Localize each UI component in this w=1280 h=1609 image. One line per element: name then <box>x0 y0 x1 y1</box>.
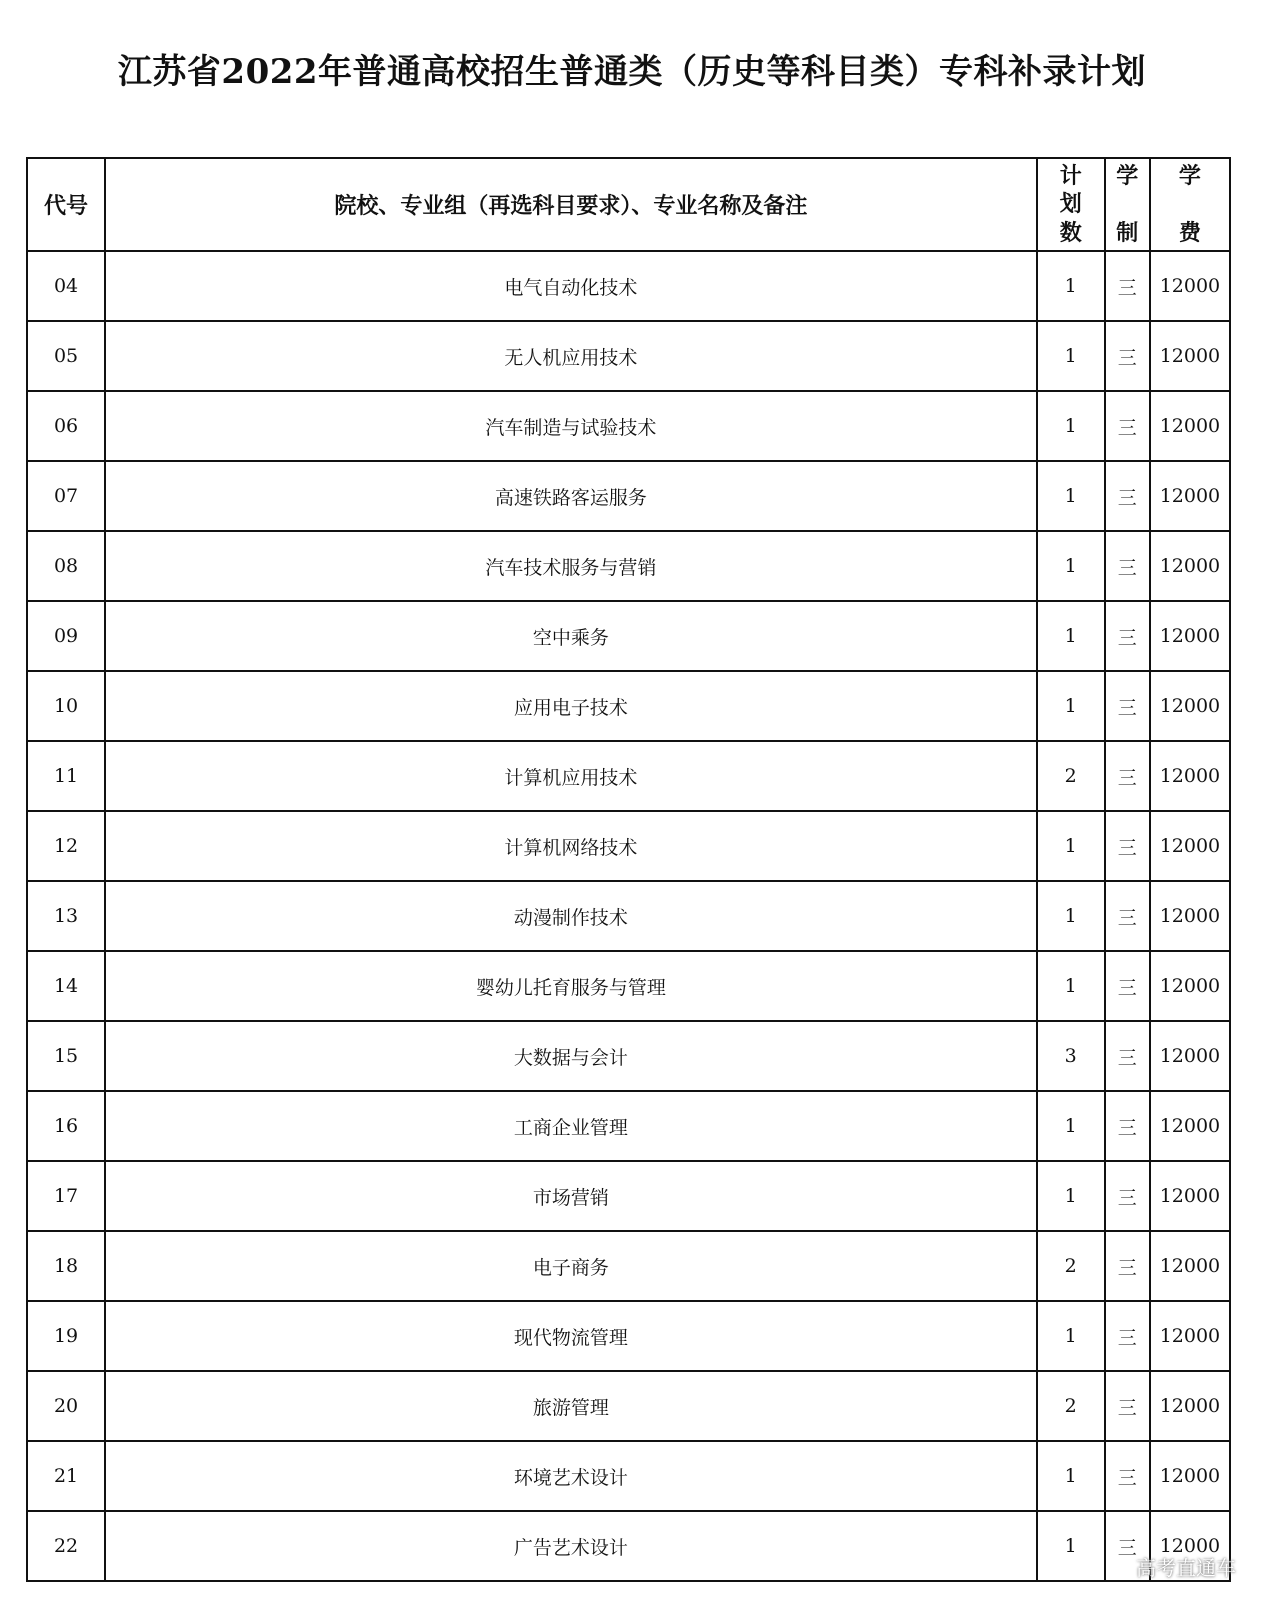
cell-name: 汽车技术服务与营销 <box>105 531 1037 601</box>
table-row <box>27 1161 1230 1231</box>
cell-plan: 1 <box>1037 321 1105 391</box>
cell-plan: 2 <box>1037 741 1105 811</box>
table-row <box>27 391 1230 461</box>
cell-years: 三 <box>1105 251 1150 321</box>
table-row <box>27 1301 1230 1371</box>
cell-plan: 1 <box>1037 881 1105 951</box>
cell-plan: 1 <box>1037 1161 1105 1231</box>
header-plan-char: 划 <box>1059 191 1082 218</box>
cell-years: 三 <box>1105 1371 1150 1441</box>
cell-name: 动漫制作技术 <box>105 881 1037 951</box>
cell-plan: 1 <box>1037 391 1105 461</box>
cell-name: 婴幼儿托育服务与管理 <box>105 951 1037 1021</box>
table-row <box>27 601 1230 671</box>
table-row <box>27 1371 1230 1441</box>
cell-years: 三 <box>1105 1301 1150 1371</box>
cell-code: 22 <box>27 1511 105 1581</box>
cell-code: 05 <box>27 321 105 391</box>
cell-fee: 12000 <box>1150 811 1230 881</box>
header-name: 院校、专业组（再选科目要求）、专业名称及备注 <box>105 158 1037 251</box>
cell-code: 09 <box>27 601 105 671</box>
cell-fee: 12000 <box>1150 951 1230 1021</box>
table-row <box>27 251 1230 321</box>
cell-years: 三 <box>1105 1441 1150 1511</box>
cell-plan: 1 <box>1037 1441 1105 1511</box>
cell-code: 07 <box>27 461 105 531</box>
cell-fee: 12000 <box>1150 391 1230 461</box>
cell-plan: 1 <box>1037 601 1105 671</box>
header-fee-char: 费 <box>1178 220 1201 247</box>
cell-years: 三 <box>1105 671 1150 741</box>
admission-plan-table <box>26 157 1231 1582</box>
cell-years: 三 <box>1105 741 1150 811</box>
cell-code: 18 <box>27 1231 105 1301</box>
table-row <box>27 321 1230 391</box>
cell-plan: 3 <box>1037 1021 1105 1091</box>
header-years-char: 学 <box>1116 162 1139 189</box>
cell-fee: 12000 <box>1150 1441 1230 1511</box>
cell-years: 三 <box>1105 601 1150 671</box>
header-code: 代号 <box>27 158 105 251</box>
cell-fee: 12000 <box>1150 671 1230 741</box>
cell-fee: 12000 <box>1150 601 1230 671</box>
table-row <box>27 741 1230 811</box>
cell-name: 计算机网络技术 <box>105 811 1037 881</box>
cell-years: 三 <box>1105 811 1150 881</box>
cell-name: 电子商务 <box>105 1231 1037 1301</box>
cell-code: 16 <box>27 1091 105 1161</box>
cell-fee: 12000 <box>1150 1301 1230 1371</box>
header-fee <box>1150 158 1230 251</box>
cell-plan: 2 <box>1037 1231 1105 1301</box>
cell-code: 04 <box>27 251 105 321</box>
cell-plan: 1 <box>1037 531 1105 601</box>
cell-code: 12 <box>27 811 105 881</box>
table-row <box>27 1021 1230 1091</box>
table-row <box>27 951 1230 1021</box>
cell-plan: 1 <box>1037 461 1105 531</box>
cell-code: 17 <box>27 1161 105 1231</box>
cell-code: 13 <box>27 881 105 951</box>
cell-code: 08 <box>27 531 105 601</box>
cell-fee: 12000 <box>1150 1091 1230 1161</box>
watermark-text: 高考直通车 <box>1136 1556 1236 1580</box>
cell-code: 06 <box>27 391 105 461</box>
cell-fee: 12000 <box>1150 321 1230 391</box>
cell-plan: 2 <box>1037 1371 1105 1441</box>
cell-fee: 12000 <box>1150 251 1230 321</box>
cell-name: 计算机应用技术 <box>105 741 1037 811</box>
cell-code: 11 <box>27 741 105 811</box>
cell-name: 无人机应用技术 <box>105 321 1037 391</box>
header-years <box>1105 158 1150 251</box>
cell-fee: 12000 <box>1150 461 1230 531</box>
cell-fee: 12000 <box>1150 1021 1230 1091</box>
cell-plan: 1 <box>1037 951 1105 1021</box>
table-row <box>27 1511 1230 1581</box>
header-fee-char: 学 <box>1178 162 1201 189</box>
cell-code: 15 <box>27 1021 105 1091</box>
cell-name: 电气自动化技术 <box>105 251 1037 321</box>
cell-name: 大数据与会计 <box>105 1021 1037 1091</box>
cell-fee: 12000 <box>1150 1161 1230 1231</box>
cell-years: 三 <box>1105 321 1150 391</box>
cell-code: 20 <box>27 1371 105 1441</box>
table-body <box>27 251 1230 1581</box>
cell-plan: 1 <box>1037 811 1105 881</box>
cell-name: 应用电子技术 <box>105 671 1037 741</box>
cell-name: 汽车制造与试验技术 <box>105 391 1037 461</box>
header-plan-char: 数 <box>1059 220 1082 247</box>
cell-name: 环境艺术设计 <box>105 1441 1037 1511</box>
cell-years: 三 <box>1105 1161 1150 1231</box>
cell-fee: 12000 <box>1150 1371 1230 1441</box>
cell-plan: 1 <box>1037 1301 1105 1371</box>
cell-years: 三 <box>1105 391 1150 461</box>
cell-years: 三 <box>1105 1091 1150 1161</box>
header-years-char: 制 <box>1116 220 1139 247</box>
table-row <box>27 881 1230 951</box>
cell-code: 19 <box>27 1301 105 1371</box>
cell-fee: 12000 <box>1150 881 1230 951</box>
table-row <box>27 811 1230 881</box>
cell-years: 三 <box>1105 531 1150 601</box>
page-title: 江苏省2022年普通高校招生普通类（历史等科目类）专科补录计划 <box>117 52 1147 92</box>
cell-fee: 12000 <box>1150 1231 1230 1301</box>
cell-code: 21 <box>27 1441 105 1511</box>
cell-years: 三 <box>1105 951 1150 1021</box>
header-plan-char: 计 <box>1059 162 1082 189</box>
cell-years: 三 <box>1105 881 1150 951</box>
cell-plan: 1 <box>1037 1511 1105 1581</box>
cell-code: 14 <box>27 951 105 1021</box>
cell-name: 市场营销 <box>105 1161 1037 1231</box>
table-row <box>27 531 1230 601</box>
cell-name: 现代物流管理 <box>105 1301 1037 1371</box>
cell-code: 10 <box>27 671 105 741</box>
cell-name: 空中乘务 <box>105 601 1037 671</box>
cell-name: 高速铁路客运服务 <box>105 461 1037 531</box>
cell-name: 广告艺术设计 <box>105 1511 1037 1581</box>
cell-plan: 1 <box>1037 251 1105 321</box>
cell-years: 三 <box>1105 1231 1150 1301</box>
cell-fee: 12000 <box>1150 741 1230 811</box>
cell-years: 三 <box>1105 1021 1150 1091</box>
cell-plan: 1 <box>1037 1091 1105 1161</box>
cell-fee: 12000 <box>1150 531 1230 601</box>
table-row <box>27 1441 1230 1511</box>
table-row <box>27 671 1230 741</box>
cell-years: 三 <box>1105 1511 1150 1581</box>
table-row <box>27 1231 1230 1301</box>
table-row <box>27 461 1230 531</box>
cell-name: 旅游管理 <box>105 1371 1037 1441</box>
table-row <box>27 1091 1230 1161</box>
header-plan <box>1037 158 1105 251</box>
cell-name: 工商企业管理 <box>105 1091 1037 1161</box>
cell-plan: 1 <box>1037 671 1105 741</box>
cell-fee: 12000 <box>1150 1511 1230 1581</box>
cell-years: 三 <box>1105 461 1150 531</box>
table-header-row <box>27 158 1230 251</box>
